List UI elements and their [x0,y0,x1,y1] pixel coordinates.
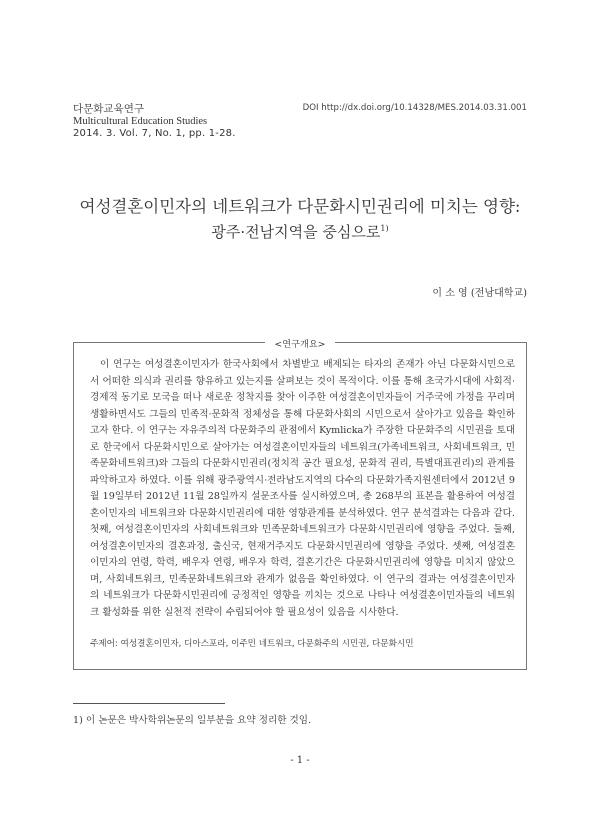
journal-name-english: Multicultural Education Studies [73,115,208,127]
paper-title: 여성결혼이민자의 네트워크가 다문화시민권리에 미치는 영향: [79,197,521,216]
keywords: 주제어: 여성결혼이민자, 디아스포라, 이주민 네트워크, 다문화주의 시민권, 다문화시민 [90,639,414,649]
abstract-heading: <연구개요> [265,336,335,350]
footnote-divider [73,703,225,704]
abstract-paragraph: 이 연구는 여성결혼이민자가 한국사회에서 차별받고 배제되는 타자의 존재가 아닌 다문화시민으로서 어떠한 의식과 권리를 향유하고 있는지를 살펴보는 것이 목적이다. 이를 통해 초국가시대에 사회적·경제적 동기로 모국을 떠나 새로운 정착지를 찾아 이주한 여성결혼이민자들이 거주국에 가정을 꾸리며 생활하면서도 그들의 민족적·문화적 정체성을 통해 다문화사회의 시민으로서 살아가고 있음을 확인하고자 한다. 이 연구는 자유주의적 다문화주의 관점에서 Kymlicka가 주장한 다문화주의 시민권을 토대로 한국에서 다문화시민으로 살아가는 여성결혼이민자들의 네트워크(가족네트워크, 사회네트워크, 민족문화네트워크)와 그들의 다문화시민권리(정치적 공간 필요성, 문화적 권리, 특별대표권리)의 관계를 파악하고자 하였다. 이를 위해 광주광역시·전라남도지역의 다수의 다문화가족지원센터에서 2012년 9월 19일부터 2012년 11월 28일까지 설문조사를 실시하였으며, 총 268부의 표본을 활용하여 여성결혼이민자의 네트워크와 다문화시민권리에 대한 영향관계를 분석하였다. 연구 분석결과는 다음과 같다. 첫째, 여성결혼이민자의 사회네트워크와 민족문화네트워크가 다문화시민권리에 영향을 주었다. 둘째, 여성결혼이민자의 결혼과정, 출신국, 현재거주지도 다문화시민권리에 영향을 주었다. 셋째, 여성결혼이민자의 연령, 학력, 배우자 연령, 배우자 학력, 결혼기간은 다문화시민권리에 영향을 미치지 않았으며, 사회네트워크, 민족문화네트워크와 관계가 없음을 확인하였다. 이 연구의 결과는 여성결혼이민자의 네트워크가 다문화시민권리에 긍정적인 영향을 끼치는 것으로 나타나 여성결혼이민자들의 네트워크 활성화를 위한 실천적 전략이 수립되어야 할 필요성이 있음을 시사한다. [90,359,515,618]
journal-volume: 2014. 3. Vol. 7, No. 1, pp. 1-28. [73,128,236,139]
footnote-marker[interactable]: 1) [380,224,389,233]
paper-subtitle [60,221,540,242]
journal-name-korean: 다문화교육연구 [73,103,145,115]
footnote: 1) 이 논문은 박사학위논문의 일부분을 요약 정리한 것임. [73,715,312,726]
page-number: - 1 - [290,755,310,766]
author: 이 소 영 (전남대학교) [432,288,527,299]
doi[interactable]: DOI http://dx.doi.org/10.14328/MES.2014.03.31.001 [302,103,527,113]
subtitle-text: 광주·전남지역을 중심으로 [211,223,381,241]
journal-header [73,103,236,141]
abstract-body [90,357,515,621]
